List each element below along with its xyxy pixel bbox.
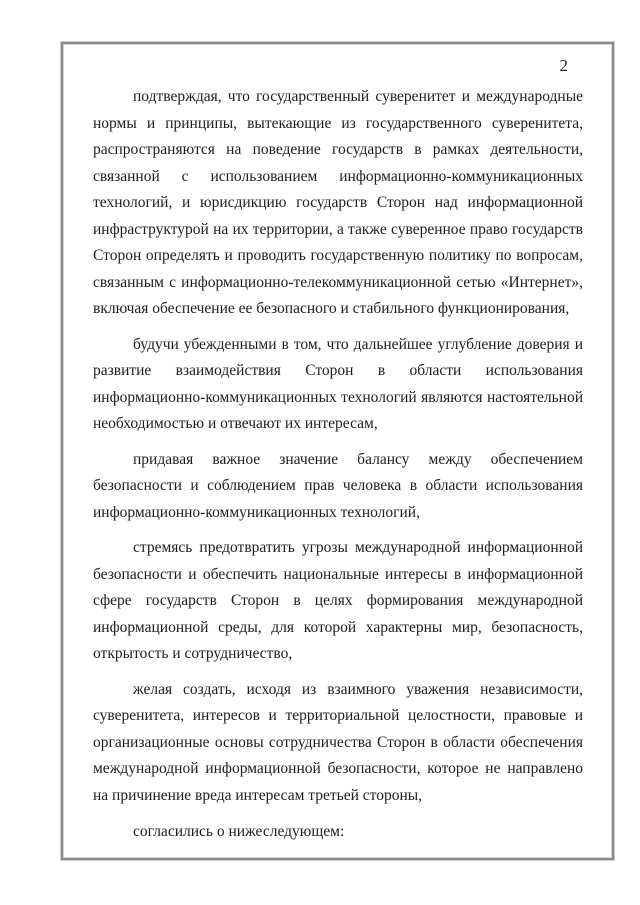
paragraph-security-rights-balance: придавая важное значение балансу между обеспечением безопасности и соблюдением прав человека в области использования информационно-коммуникационных технологий, [93, 450, 583, 521]
page-number: 2 [559, 56, 568, 75]
document-body [93, 84, 583, 846]
paragraph-legal-framework: желая создать, исходя из взаимного уважения независимости, суверенитета, интересов и территориальной целостности, правовые и организационные основы сотрудничества Сторон в области обеспечения международной информационной безопасности, которое не направлено на причинение вреда интересам третьей стороны, [93, 680, 583, 804]
paragraph-prevent-threats: стремясь предотвратить угрозы международной информационной безопасности и обеспечить национальные интересы в информационной сфере государств Сторон в целях формирования международной информационной среды, для которой характерны мир, безопасность, открытость и сотрудничество, [93, 539, 583, 662]
paragraph-agreed: согласились о нижеследующем: [133, 823, 345, 840]
paragraph-affirming-sovereignty: подтверждая, что государственный суверенитет и международные нормы и принципы, вытекающие из государственного суверенитета, распространяются на поведение государств в рамках деятельности, связанной с использованием информационно-коммуникационных технологий, и юрисдикцию государств Сторон над информационной инфраструктурой на их территории, а также суверенное право государств Сторон определять и проводить государственную политику по вопросам, связанным с информационно-телекоммуникационной сетью «Интернет», включая обеспечение ее безопасного и стабильного функционирования, [93, 88, 583, 317]
paragraph-trust-development: будучи убежденными в том, что дальнейшее углубление доверия и развитие взаимодействия Сторон в области использования информационно-коммуникационных технологий являются настоятельной необходимостью и отвечают их интересам, [93, 335, 583, 432]
page-frame [61, 42, 614, 860]
